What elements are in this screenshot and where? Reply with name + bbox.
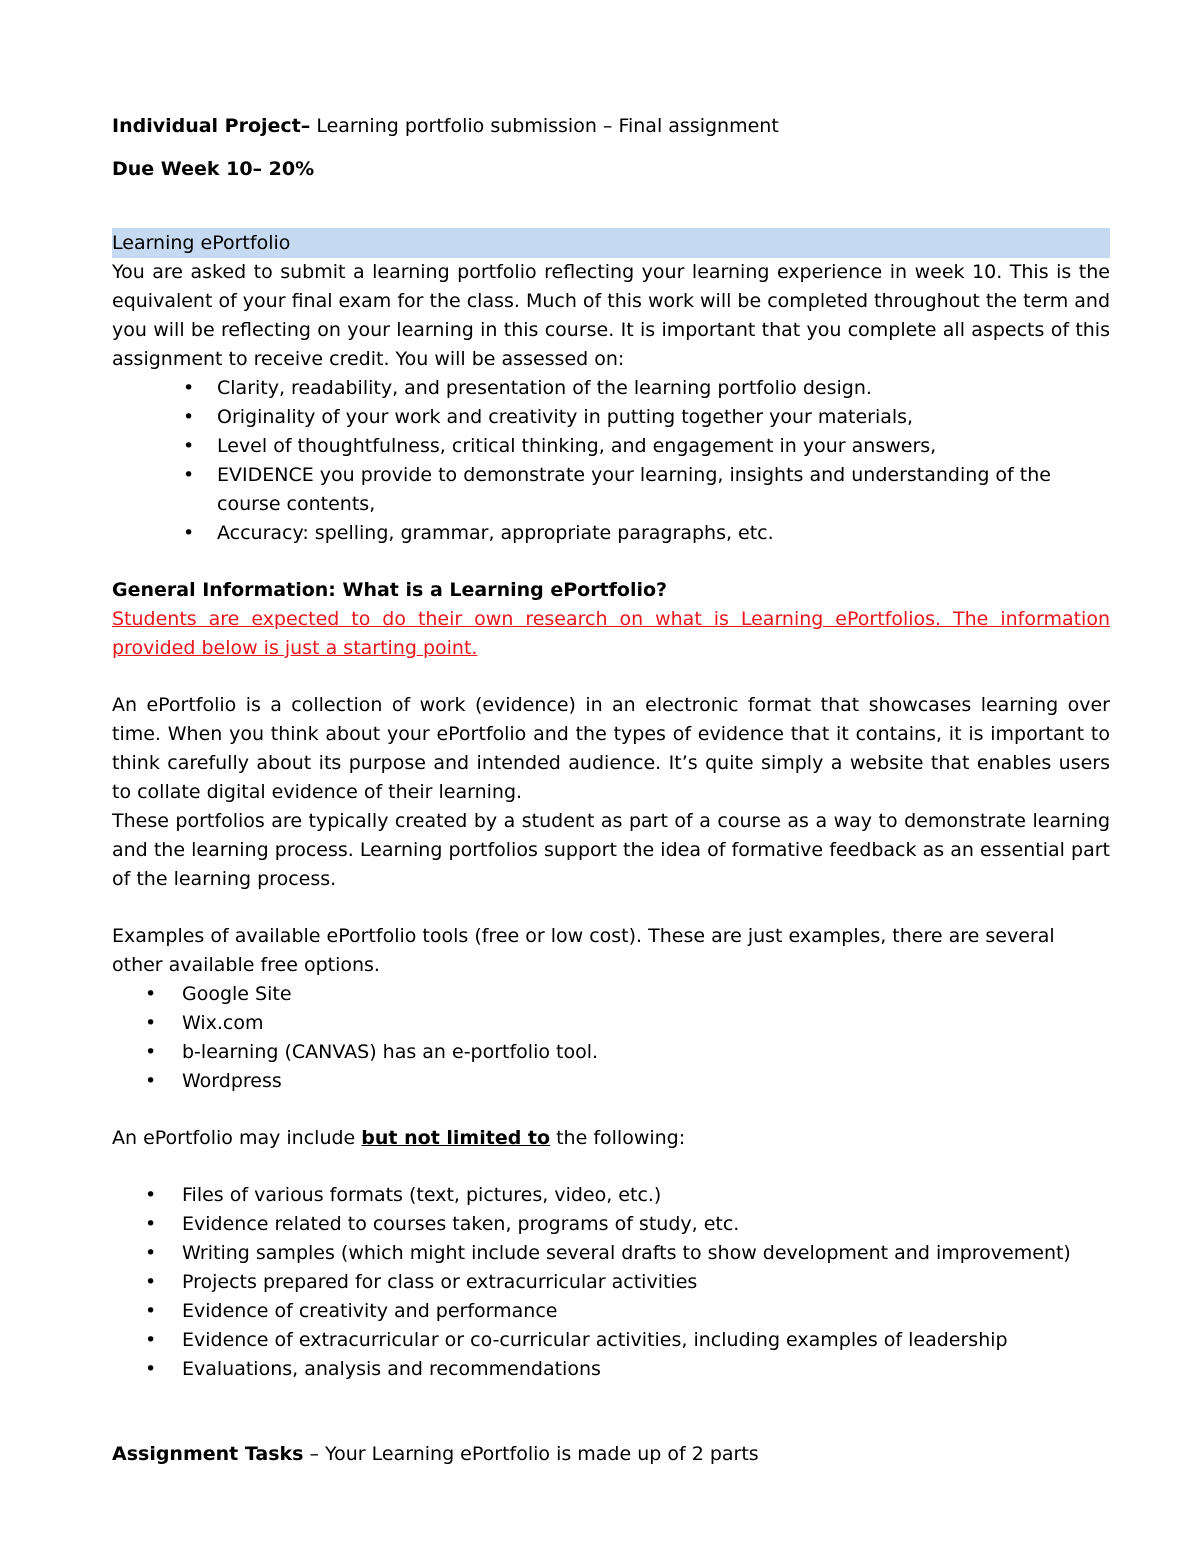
intro-paragraph: You are asked to submit a learning portfolio reflecting your learning experience in week 10. This is the equivalent of your final exam for the class. Much of this work will be completed throughout the term and you will be reflecting on your learning in this course. It is important that you complete all aspects of this assignment to receive credit. You will be assessed on: [112,261,1111,370]
list-item: • EVIDENCE you provide to demonstrate your learning, insights and understanding of the course contents, [112,461,1110,519]
document-title [112,112,1110,141]
list-item: • Google Site [112,980,1110,1009]
list-item: • Evaluations, analysis and recommendations [112,1355,1110,1384]
list-item: • Evidence related to courses taken, programs of study, etc. [112,1210,1110,1239]
emphasis-text: but not limited to [361,1127,551,1149]
list-item: • Level of thoughtfulness, critical thinking, and engagement in your answers, [112,432,1110,461]
list-item: • Projects prepared for class or extracurricular activities [112,1268,1110,1297]
tools-list [112,980,1110,1096]
due-date: Due Week 10– 20% [112,158,315,180]
includes-list [112,1181,1110,1384]
purpose-paragraph: These portfolios are typically created by a student as part of a course as a way to demonstrate learning and the learning process. Learning portfolios support the idea of formative feedback as an essential part of the learning process. [112,810,1110,890]
title-bold: Individual Project– [112,115,311,137]
document-body [112,112,1110,1469]
includes-intro: An ePortfolio may include but not limited to the following: [112,1127,686,1149]
list-item: • Accuracy: spelling, grammar, appropriate paragraphs, etc. [112,519,1110,548]
list-item: • Evidence of extracurricular or co-curricular activities, including examples of leadership [112,1326,1110,1355]
list-item: • Wix.com [112,1009,1110,1038]
list-item: • Clarity, readability, and presentation of the learning portfolio design. [112,374,1110,403]
assignment-tasks-heading: Assignment Tasks – Your Learning ePortfolio is made up of 2 parts [112,1443,759,1465]
title-rest: Learning portfolio submission – Final assignment [310,115,779,137]
research-notice: Students are expected to do their own research on what is Learning ePortfolios. The information provided below is just a starting point. [112,608,1110,659]
general-info-heading: General Information: What is a Learning ePortfolio? [112,579,668,601]
list-item: • Wordpress [112,1067,1110,1096]
list-item: • Evidence of creativity and performance [112,1297,1110,1326]
list-item: • b-learning (CANVAS) has an e-portfolio tool. [112,1038,1110,1067]
tools-intro: Examples of available ePortfolio tools (free or low cost). These are just examples, there are several other available free options. [112,925,1055,976]
assessment-criteria-list [112,374,1110,548]
definition-paragraph: An ePortfolio is a collection of work (evidence) in an electronic format that showcases learning over time. When you think about your ePortfolio and the types of evidence that it contains, it is important to think carefully about its purpose and intended audience. It’s quite simply a website that enables users to collate digital evidence of their learning. [112,694,1110,803]
list-item: • Writing samples (which might include several drafts to show development and improvement) [112,1239,1110,1268]
list-item: • Originality of your work and creativity in putting together your materials, [112,403,1110,432]
section-heading-learning-eportfolio: Learning ePortfolio [112,228,1110,258]
list-item: • Files of various formats (text, pictures, video, etc.) [112,1181,1110,1210]
